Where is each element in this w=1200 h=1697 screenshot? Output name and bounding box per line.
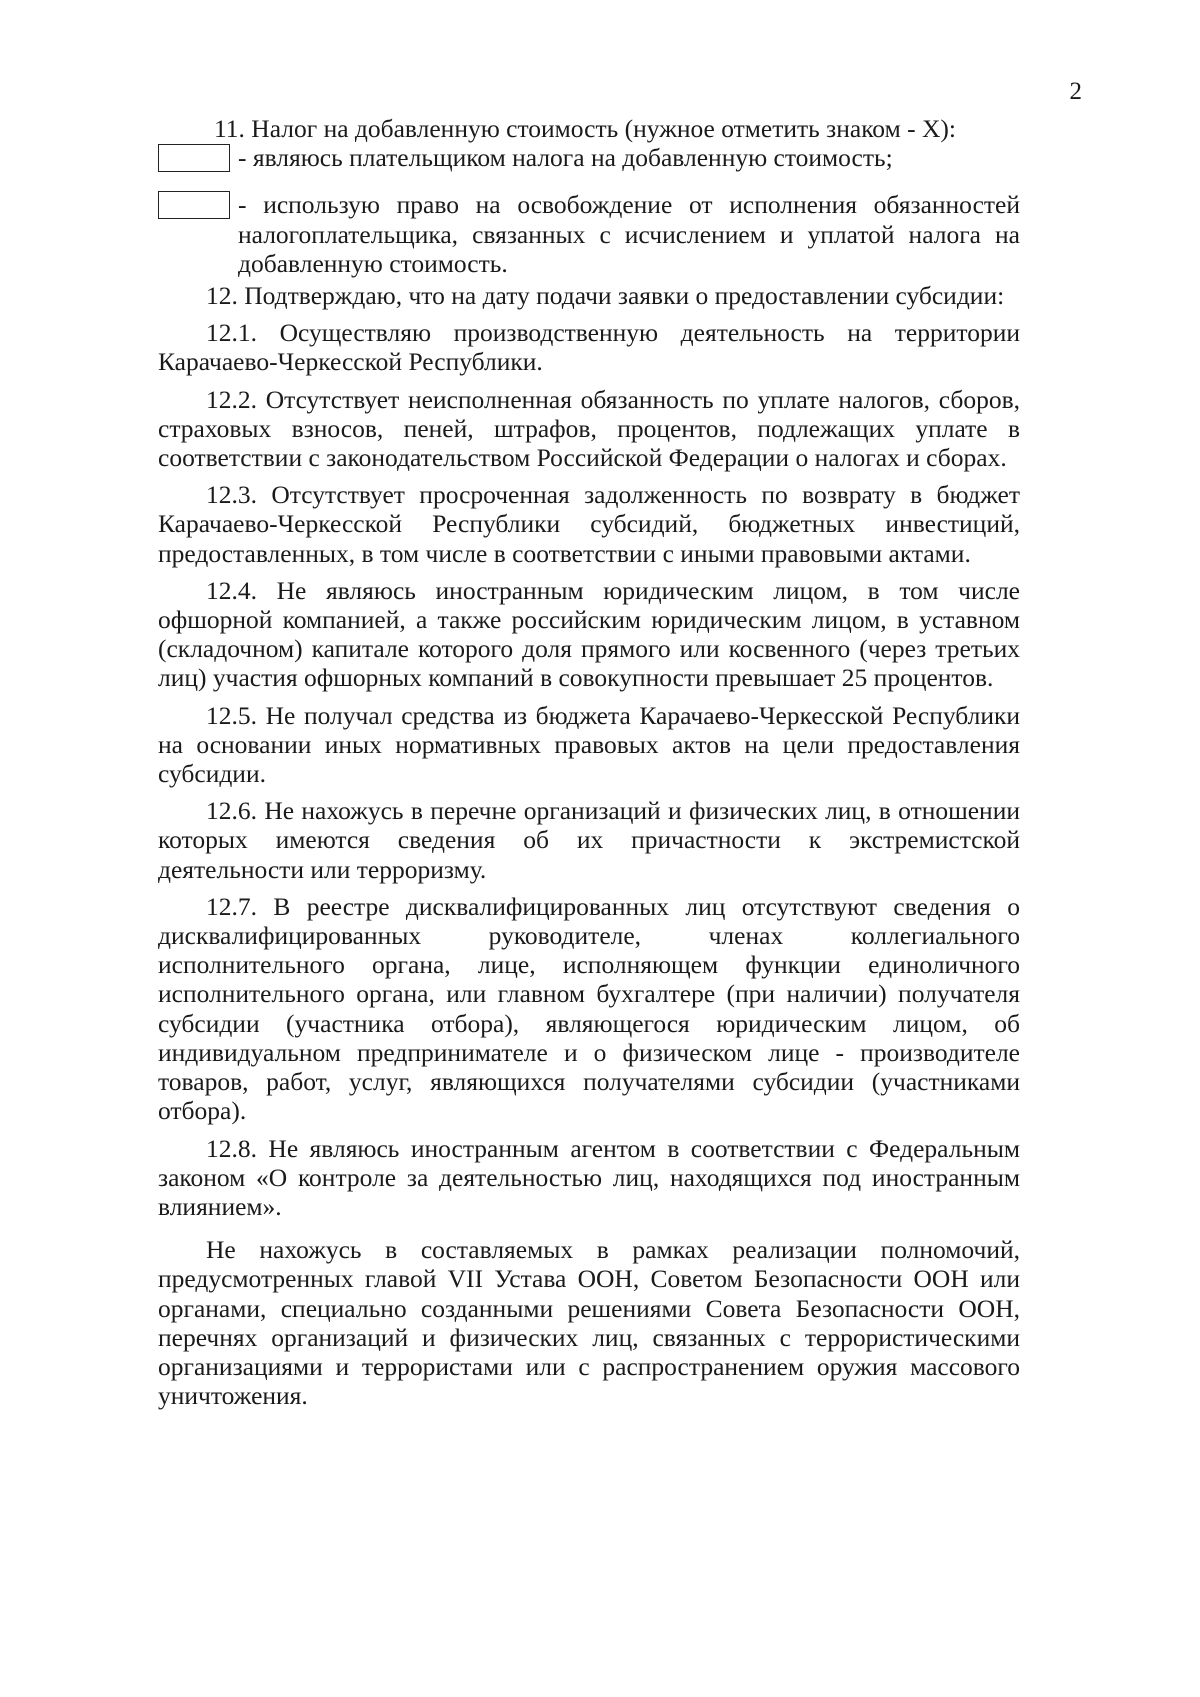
section-11-heading: 11. Налог на добавленную стоимость (нужное отметить знаком - Х): (214, 114, 956, 143)
document-body (158, 114, 1020, 1410)
vat-option-exempt (158, 190, 1020, 278)
clause-12-7: 12.7. В реестре дисквалифицированных лиц отсутствуют сведения о дисквалифицированных руководителе, членах коллегиального исполнительного органа, лице, исполняющем функции единоличного исполнительного органа, или главном бухгалтере (при наличии) получателя субсидии (участника отбора), являющегося юридическим лицом, об индивидуальном предпринимателе и о физическом лице - производителе товаров, работ, услуг, являющихся получателями субсидии (участниками отбора). (158, 891, 1020, 1126)
vat-payer-checkbox[interactable] (158, 144, 230, 172)
vat-payer-label: - являюсь плательщиком налога на добавленную стоимость; (238, 143, 893, 173)
clause-12-2: 12.2. Отсутствует неисполненная обязанность по уплате налогов, сборов, страховых взносов, пеней, штрафов, процентов, подлежащих уплате в соответствии с законодательством Российской Федерации о налогах и сборах. (158, 384, 1020, 473)
clause-12-4: 12.4. Не являюсь иностранным юридическим лицом, в том числе офшорной компанией, а также российским юридическим лицом, в уставном (складочном) капитале которого доля прямого или косвенного (через третьих лиц) участия офшорных компаний в совокупности превышает 25 процентов. (158, 575, 1020, 693)
vat-exempt-label: - использую право на освобождение от исполнения обязанностей налогоплательщика, связанных с исчислением и уплатой налога на добавленную стоимость. (238, 190, 1020, 278)
clause-12-5: 12.5. Не получал средства из бюджета Карачаево-Черкесской Республики на основании иных нормативных правовых актов на цели предоставления субсидии. (158, 700, 1020, 789)
un-sanctions-clause: Не нахожусь в составляемых в рамках реализации полномочий, предусмотренных главой VII Устава ООН, Советом Безопасности ООН или органами, специально созданными решениями Совета Безопасности ООН, перечнях организаций и физических лиц, связанных с террористическими организациями и террористами или с распространением оружия массового уничтожения. (158, 1235, 1020, 1411)
clause-12-6: 12.6. Не нахожусь в перечне организаций и физических лиц, в отношении которых имеются сведения об их причастности к экстремистской деятельности или терроризму. (158, 796, 1020, 884)
page-number: 2 (1069, 78, 1082, 105)
section-12-intro: 12. Подтверждаю, что на дату подачи заявки о предоставлении субсидии: (206, 281, 1005, 311)
clause-12-3: 12.3. Отсутствует просроченная задолженность по возврату в бюджет Карачаево-Черкесской Республики субсидий, бюджетных инвестиций, предоставленных, в том числе в соответствии с иными правовыми актами. (158, 480, 1020, 568)
clause-12-8: 12.8. Не являюсь иностранным агентом в соответствии с Федеральным законом «О контроле за деятельностью лиц, находящихся под иностранным влиянием». (158, 1133, 1020, 1221)
clause-12-1: 12.1. Осуществляю производственную деятельность на территории Карачаево-Черкесской Республики. (158, 318, 1020, 377)
vat-exempt-checkbox[interactable] (158, 191, 230, 219)
vat-option-payer (158, 143, 1020, 172)
